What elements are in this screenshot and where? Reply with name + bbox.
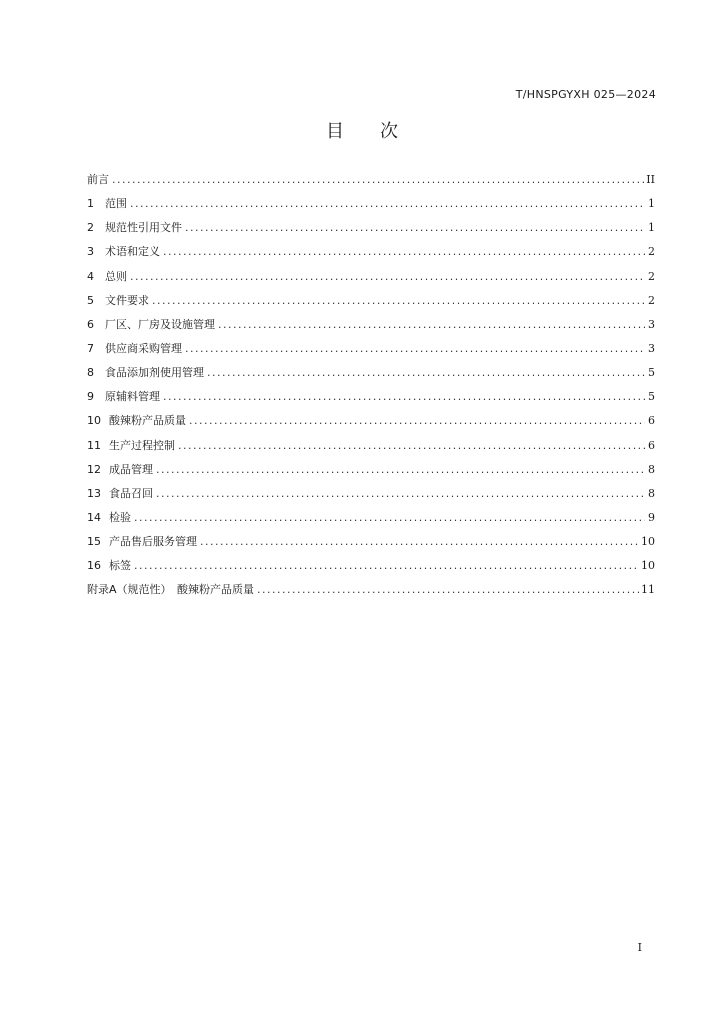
toc-leader-dots: [134, 506, 645, 530]
toc-entry-text: 成品管理: [109, 462, 153, 476]
toc-entry[interactable]: [87, 192, 655, 216]
toc-entry-text: 酸辣粉产品质量: [109, 414, 186, 428]
toc-entry-number: 13: [87, 486, 101, 500]
toc-entry-page: 2: [648, 269, 655, 283]
toc-entry-number: 2: [87, 221, 94, 235]
toc-entry-page: 2: [648, 293, 655, 307]
toc-entry[interactable]: [87, 265, 655, 289]
title-char-1: 目: [326, 121, 344, 142]
toc-entry-number: 15: [87, 535, 101, 549]
toc-entry-page: 10: [641, 559, 655, 573]
toc-entry-number: 1: [87, 197, 94, 211]
toc-entry[interactable]: [87, 554, 655, 578]
toc-entry[interactable]: [87, 216, 655, 240]
toc-entry-label: [87, 458, 153, 482]
toc-leader-dots: [185, 216, 645, 240]
toc-leader-dots: [178, 434, 645, 458]
toc-entry-page: 8: [648, 486, 655, 500]
toc-entry-number: 14: [87, 510, 101, 524]
toc-entry-text: 前言: [87, 173, 109, 186]
toc-leader-dots: [156, 482, 645, 506]
toc-entry-text: 总则: [105, 269, 127, 283]
toc-leader-dots: [163, 240, 645, 264]
toc-leader-dots: [189, 409, 645, 433]
toc-entry[interactable]: [87, 337, 655, 361]
toc-entry-number: 16: [87, 559, 101, 573]
toc-entry-text: 供应商采购管理: [105, 341, 182, 355]
table-of-contents: [87, 168, 655, 603]
toc-leader-dots: [200, 530, 639, 554]
toc-leader-dots: [257, 578, 639, 602]
page-title: [0, 117, 724, 143]
toc-entry-label: [87, 168, 109, 192]
toc-entry-page: 5: [648, 366, 655, 380]
toc-entry-page: 10: [641, 535, 655, 549]
toc-entry[interactable]: [87, 313, 655, 337]
toc-entry-label: [87, 409, 186, 433]
document-code: T/HNSPGYXH 025—2024: [515, 88, 656, 101]
toc-entry-text: 附录A（规范性） 酸辣粉产品质量: [87, 583, 255, 597]
toc-entry-page: 2: [648, 245, 655, 259]
toc-leader-dots: [207, 361, 645, 385]
toc-entry-text: 原辅料管理: [105, 390, 160, 404]
toc-entry-number: 12: [87, 462, 101, 476]
toc-leader-dots: [130, 265, 645, 289]
toc-entry[interactable]: [87, 409, 655, 433]
toc-leader-dots: [112, 168, 644, 192]
toc-entry[interactable]: [87, 240, 655, 264]
toc-leader-dots: [185, 337, 645, 361]
page-number: I: [637, 941, 642, 954]
toc-entry-page: 3: [648, 317, 655, 331]
toc-entry-text: 食品召回: [109, 486, 153, 500]
toc-leader-dots: [134, 554, 639, 578]
toc-leader-dots: [156, 458, 645, 482]
toc-entry-page: II: [646, 173, 655, 186]
toc-entry-page: 8: [648, 462, 655, 476]
toc-entry-number: 7: [87, 341, 94, 355]
toc-leader-dots: [130, 192, 645, 216]
toc-leader-dots: [163, 385, 645, 409]
toc-entry-number: 9: [87, 390, 94, 404]
toc-entry-page: 6: [648, 438, 655, 452]
toc-entry-number: 11: [87, 438, 101, 452]
toc-entry-label: [87, 289, 149, 313]
toc-entry[interactable]: [87, 578, 655, 602]
toc-entry[interactable]: [87, 458, 655, 482]
toc-entry-page: 9: [648, 510, 655, 524]
toc-entry-label: [87, 240, 160, 264]
toc-entry-label: [87, 482, 153, 506]
toc-entry[interactable]: [87, 482, 655, 506]
toc-entry-page: 6: [648, 414, 655, 428]
toc-entry-number: 8: [87, 366, 94, 380]
toc-entry[interactable]: [87, 434, 655, 458]
toc-entry-label: [87, 337, 182, 361]
toc-entry-text: 文件要求: [105, 293, 149, 307]
toc-entry-label: [87, 216, 182, 240]
title-char-2: 次: [380, 121, 398, 142]
toc-entry-number: 3: [87, 245, 94, 259]
toc-entry-label: [87, 313, 215, 337]
toc-entry-text: 规范性引用文件: [105, 221, 182, 235]
toc-entry-text: 厂区、厂房及设施管理: [105, 317, 215, 331]
toc-entry-number: 10: [87, 414, 101, 428]
toc-entry-page: 11: [641, 583, 655, 597]
toc-entry-number: 5: [87, 293, 94, 307]
toc-leader-dots: [152, 289, 645, 313]
toc-leader-dots: [218, 313, 645, 337]
toc-entry[interactable]: [87, 289, 655, 313]
toc-entry-text: 检验: [109, 510, 131, 524]
toc-entry[interactable]: [87, 361, 655, 385]
toc-entry-label: [87, 530, 197, 554]
toc-entry-text: 生产过程控制: [109, 438, 175, 452]
toc-entry-label: [87, 506, 131, 530]
toc-entry-page: 5: [648, 390, 655, 404]
toc-entry-text: 标签: [109, 559, 131, 573]
toc-entry-label: [87, 385, 160, 409]
toc-entry-label: [87, 265, 127, 289]
toc-entry[interactable]: [87, 385, 655, 409]
toc-entry-label: [87, 361, 204, 385]
toc-entry-number: 6: [87, 317, 94, 331]
toc-entry-text: 产品售后服务管理: [109, 535, 197, 549]
toc-entry[interactable]: [87, 168, 655, 192]
toc-entry-page: 1: [648, 221, 655, 235]
toc-entry-label: [87, 434, 175, 458]
toc-entry[interactable]: [87, 506, 655, 530]
toc-entry-label: [87, 554, 131, 578]
toc-entry-number: 4: [87, 269, 94, 283]
toc-entry-label: [87, 578, 254, 602]
toc-entry-page: 1: [648, 197, 655, 211]
toc-entry-text: 术语和定义: [105, 245, 160, 259]
toc-entry-text: 食品添加剂使用管理: [105, 366, 204, 380]
toc-entry[interactable]: [87, 530, 655, 554]
toc-entry-text: 范围: [105, 197, 127, 211]
toc-entry-label: [87, 192, 127, 216]
toc-entry-page: 3: [648, 341, 655, 355]
